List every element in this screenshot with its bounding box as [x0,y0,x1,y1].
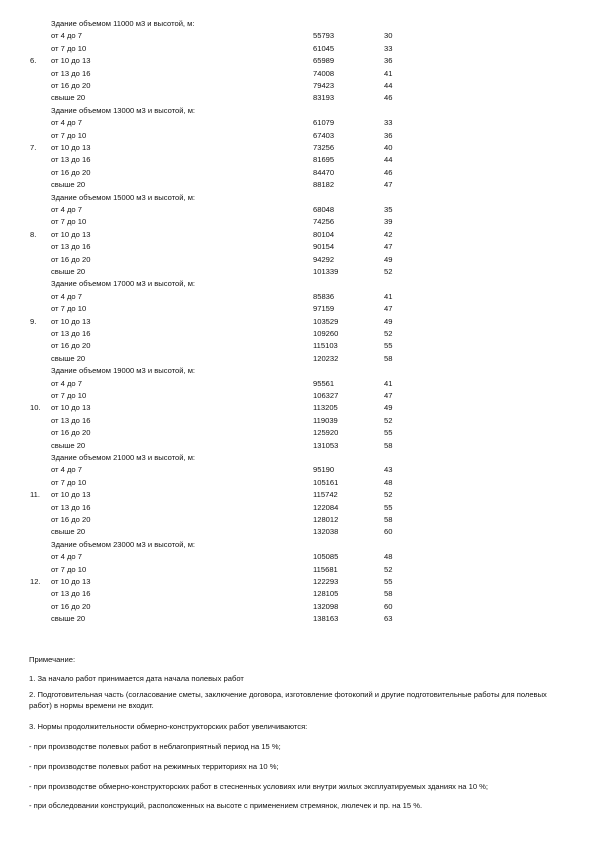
duration-value: 41 [384,68,393,78]
cost-value: 95561 [313,378,335,388]
duration-value: 39 [384,217,393,227]
table-row [0,130,595,142]
height-range: от 13 до 16 [51,589,91,599]
group-heading [0,539,595,551]
height-range: от 4 до 7 [51,118,82,128]
duration-value: 52 [384,564,393,574]
cost-value: 101339 [313,267,339,276]
duration-value: 47 [384,242,393,252]
cost-value: 131053 [313,440,339,450]
group-heading [0,278,595,290]
height-range: от 7 до 10 [51,304,87,314]
note-bullet-1: - при производстве полевых работ в неблагоприятный период на 15 %; [29,742,281,751]
group-heading-text: Здание объемом 19000 м3 и высотой, м: [51,366,196,376]
duration-value: 55 [384,428,393,438]
duration-value: 47 [384,180,393,190]
cost-value: 73256 [313,143,335,152]
table-row [0,30,595,42]
height-range: от 16 до 20 [51,81,91,90]
height-range: от 10 до 13 [51,403,91,413]
cost-value: 65989 [313,56,335,66]
table-row [0,92,595,104]
cost-value: 119039 [313,415,338,425]
table-row [0,216,595,228]
cost-value: 61045 [313,43,335,53]
height-range: от 10 до 13 [51,143,91,152]
height-range: свыше 20 [51,440,86,450]
table-row [0,117,595,129]
cost-value: 55793 [313,31,335,41]
cost-value: 79423 [313,81,335,90]
height-range: от 16 до 20 [51,341,91,351]
cost-value: 97159 [313,304,335,314]
group-heading [0,365,595,377]
cost-value: 94292 [313,254,335,264]
height-range: от 13 до 16 [51,242,91,252]
table-row [0,340,595,352]
duration-value: 58 [384,440,393,450]
duration-value: 52 [384,415,393,425]
cost-value: 113205 [313,403,338,413]
height-range: от 10 до 13 [51,577,91,586]
duration-value: 49 [384,316,393,326]
table-row [0,328,595,340]
table-row [0,601,595,613]
table-row [0,179,595,191]
table-row [0,427,595,439]
duration-value: 35 [384,205,393,214]
table-row [0,440,595,452]
table-row [0,55,595,67]
table-row [0,489,595,501]
table-row [0,43,595,55]
cost-value: 103529 [313,316,339,326]
group-heading [0,18,595,30]
cost-value: 115742 [313,490,338,500]
height-range: от 13 до 16 [51,415,91,425]
duration-value: 30 [384,31,393,41]
height-range: от 16 до 20 [51,601,91,611]
height-range: от 13 до 16 [51,68,91,78]
note-2: 2. Подготовительная часть (согласование сметы, заключение договора, изготовление фотокопий и другие подготовительные работы для полевых работ) в нормы времени не входит. [29,690,547,710]
height-range: от 4 до 7 [51,552,82,562]
cost-value: 105161 [313,477,339,487]
duration-value: 52 [384,490,393,500]
height-range: свыше 20 [51,180,86,190]
duration-value: 42 [384,229,393,239]
group-number: 7. [30,143,37,152]
height-range: от 16 до 20 [51,515,91,524]
duration-value: 49 [384,403,393,413]
cost-value: 109260 [313,329,339,338]
note-bullet-2: - при производстве полевых работ на режимных территориях на 10 %; [29,762,279,771]
height-range: от 7 до 10 [51,43,87,53]
group-number: 10. [30,403,41,413]
cost-value: 67403 [313,130,335,140]
group-heading-text: Здание объемом 23000 м3 и высотой, м: [51,539,196,549]
cost-value: 88182 [313,180,335,190]
table-row [0,229,595,241]
duration-value: 52 [384,267,393,276]
table-row [0,167,595,179]
table-row [0,551,595,563]
height-range: от 16 до 20 [51,167,91,177]
table-row [0,502,595,514]
table-row [0,402,595,414]
table-row [0,154,595,166]
duration-value: 43 [384,465,393,475]
cost-value: 81695 [313,155,335,165]
height-range: от 7 до 10 [51,130,87,140]
table-row [0,353,595,365]
table-row [0,303,595,315]
duration-value: 41 [384,378,393,388]
table-row [0,142,595,154]
duration-value: 58 [384,515,393,524]
group-heading-text: Здание объемом 11000 м3 и высотой, м: [51,19,195,28]
duration-value: 60 [384,601,393,611]
table-row [0,477,595,489]
cost-value: 90154 [313,242,335,252]
group-heading-text: Здание объемом 21000 м3 и высотой, м: [51,453,196,462]
duration-value: 58 [384,353,393,363]
height-range: от 4 до 7 [51,291,82,301]
height-range: от 10 до 13 [51,229,91,239]
table-row [0,415,595,427]
duration-value: 55 [384,577,393,586]
duration-value: 55 [384,341,393,351]
cost-value: 125920 [313,428,339,438]
cost-value: 68048 [313,205,335,214]
duration-value: 48 [384,552,393,562]
group-heading [0,105,595,117]
cost-value: 83193 [313,93,335,103]
group-number: 11. [30,490,40,500]
group-heading-text: Здание объемом 17000 м3 и высотой, м: [51,279,196,289]
group-number: 6. [30,56,37,66]
table-row [0,576,595,588]
note-1: 1. За начало работ принимается дата начала полевых работ [29,674,244,683]
cost-value: 105085 [313,552,339,562]
cost-value: 132038 [313,527,339,537]
table-row [0,378,595,390]
duration-value: 46 [384,93,393,103]
duration-value: 48 [384,477,393,487]
duration-value: 47 [384,391,393,400]
table-row [0,316,595,328]
height-range: от 13 до 16 [51,155,91,165]
height-range: свыше 20 [51,353,86,363]
table-row [0,390,595,402]
table-row [0,80,595,92]
height-range: от 4 до 7 [51,205,82,214]
height-range: от 4 до 7 [51,465,82,475]
table-row [0,588,595,600]
group-number: 12. [30,577,41,586]
cost-value: 122084 [313,502,339,512]
duration-value: 55 [384,502,393,512]
note-bullet-3: - при производстве обмерно-конструкторских работ в стесненных условиях или внутри жилых эксплуатируемых зданиях на 10 %; [29,782,489,791]
cost-value: 128105 [313,589,339,599]
group-heading-text: Здание объемом 13000 м3 и высотой, м: [51,105,196,115]
notes-title: Примечание: [29,655,76,664]
height-range: от 13 до 16 [51,502,91,512]
duration-value: 41 [384,291,393,301]
cost-value: 74008 [313,68,335,78]
table-row [0,204,595,216]
duration-value: 52 [384,329,393,338]
table-row [0,526,595,538]
table-row [0,291,595,303]
duration-value: 60 [384,527,393,537]
cost-value: 122293 [313,577,339,586]
height-range: от 13 до 16 [51,329,91,338]
group-number: 9. [30,316,37,326]
cost-value: 95190 [313,465,335,475]
duration-value: 44 [384,155,393,165]
group-heading-text: Здание объемом 15000 м3 и высотой, м: [51,192,196,202]
duration-value: 36 [384,130,393,140]
height-range: свыше 20 [51,527,86,537]
cost-value: 61079 [313,118,335,128]
cost-value: 80104 [313,229,335,239]
duration-value: 47 [384,304,393,314]
note-bullet-4: - при обследовании конструкций, расположенных на высоте с применением стремянок, люлечек и пр. на 15 %. [29,801,423,810]
table-row [0,464,595,476]
height-range: от 16 до 20 [51,428,91,438]
height-range: от 16 до 20 [51,254,91,264]
table-row [0,514,595,526]
cost-value: 115681 [313,564,338,574]
group-number: 8. [30,229,37,239]
table-row [0,68,595,80]
cost-value: 84470 [313,167,335,177]
duration-value: 58 [384,589,393,599]
height-range: свыше 20 [51,93,86,103]
height-range: от 4 до 7 [51,378,82,388]
duration-value: 33 [384,118,393,128]
height-range: от 4 до 7 [51,31,82,41]
cost-value: 106327 [313,391,339,400]
cost-value: 138163 [313,614,339,624]
duration-value: 33 [384,43,393,53]
duration-value: 44 [384,81,393,90]
cost-value: 115103 [313,341,338,351]
table-row [0,564,595,576]
cost-value: 120232 [313,353,339,363]
height-range: от 10 до 13 [51,316,91,326]
group-heading [0,452,595,464]
table-row [0,241,595,253]
duration-value: 36 [384,56,393,66]
height-range: свыше 20 [51,614,86,624]
cost-value: 132098 [313,601,339,611]
duration-value: 49 [384,254,393,264]
group-heading [0,192,595,204]
duration-value: 40 [384,143,393,152]
height-range: от 7 до 10 [51,564,87,574]
height-range: от 10 до 13 [51,490,91,500]
height-range: свыше 20 [51,267,86,276]
table-row [0,254,595,266]
cost-value: 74256 [313,217,335,227]
note-3: 3. Нормы продолжительности обмерно-конструкторских работ увеличиваются: [29,722,308,731]
height-range: от 7 до 10 [51,217,87,227]
cost-value: 128012 [313,515,339,524]
duration-value: 46 [384,167,393,177]
height-range: от 10 до 13 [51,56,91,66]
height-range: от 7 до 10 [51,391,87,400]
cost-value: 85836 [313,291,335,301]
duration-value: 63 [384,614,393,624]
table-row [0,266,595,278]
table-row [0,613,595,625]
height-range: от 7 до 10 [51,477,87,487]
